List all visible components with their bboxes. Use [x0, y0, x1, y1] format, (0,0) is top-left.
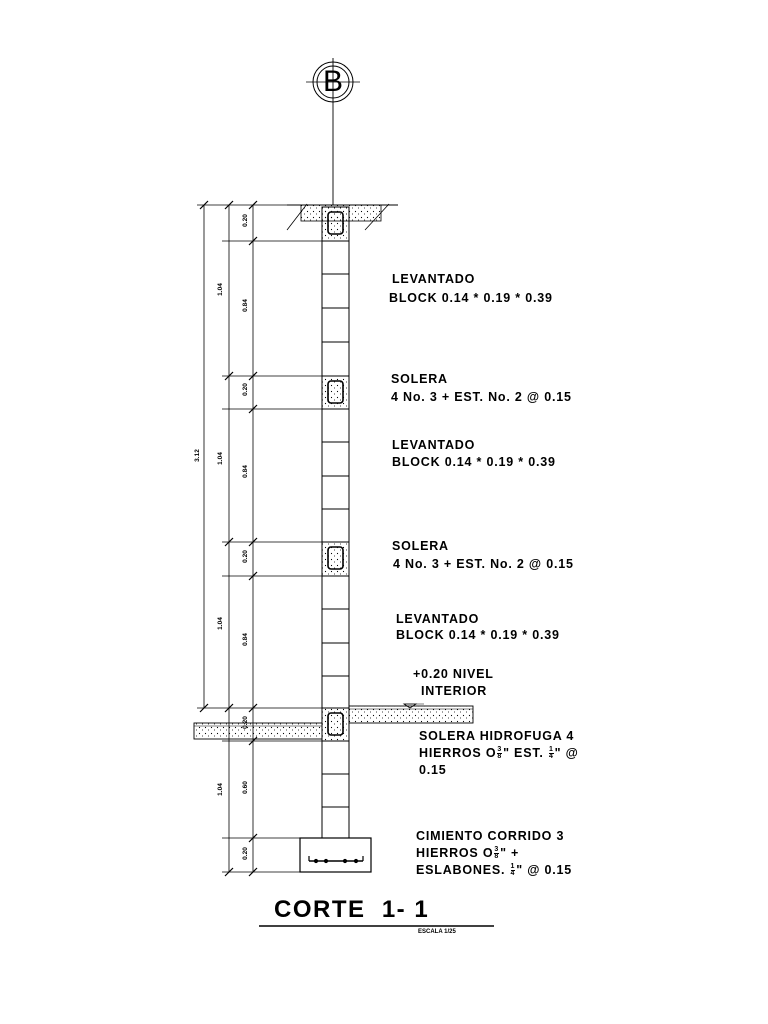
dim-seg-1: 1.04: [216, 283, 224, 296]
fraction-den: 4: [548, 753, 554, 761]
note-cimiento-line3-b: " @ 0.15: [516, 863, 573, 877]
dim-seg-2: 1.04: [216, 452, 224, 465]
bond-beam-top: [322, 207, 349, 241]
fraction-den: 8: [497, 753, 503, 761]
note-solera-2-line2: 4 No. 3 + EST. No. 2 @ 0.15: [393, 557, 574, 571]
dim-084-c: 0.84: [241, 633, 249, 646]
fraction-num: 1: [510, 863, 516, 871]
note-levantado-1-line1: LEVANTADO: [392, 272, 476, 286]
note-levantado-2: [392, 437, 556, 471]
block-wall: [322, 207, 349, 838]
note-cimiento-line3: [416, 862, 572, 879]
note-cimiento-line3-a: ESLABONES.: [416, 863, 506, 877]
note-solera-hidrofuga: [419, 728, 579, 779]
fraction-num: 1: [548, 746, 554, 754]
note-levantado-1-line2: BLOCK 0.14 * 0.19 * 0.39: [389, 291, 553, 305]
waterproof-bond-beam: [322, 708, 349, 741]
note-solera-1-line2: 4 No. 3 + EST. No. 2 @ 0.15: [391, 390, 572, 404]
dim-084-a: 0.84: [241, 299, 249, 312]
fraction-den: 4: [510, 870, 516, 878]
dim-seg-4: 1.04: [216, 783, 224, 796]
note-nivel-interior: [413, 666, 494, 700]
dim-084-b: 0.84: [241, 465, 249, 478]
note-levantado-3-line1: LEVANTADO: [396, 612, 480, 626]
dim-seg-3: 1.04: [216, 617, 224, 630]
fraction-3-8: [494, 847, 499, 860]
note-levantado-1: [389, 271, 553, 307]
drawing-scale: ESCALA 1/25: [418, 929, 456, 935]
bond-beam-2: [322, 542, 349, 576]
note-levantado-2-line1: LEVANTADO: [392, 438, 476, 452]
dim-020-e: 0.20: [241, 847, 249, 860]
note-cimiento-line2-a: HIERROS O: [416, 846, 494, 860]
note-cimiento-line2-b: " +: [500, 846, 520, 860]
fraction-den: 8: [494, 853, 500, 861]
note-nivel-line1: +0.20 NIVEL: [413, 667, 494, 681]
footing: [300, 838, 371, 872]
drawing-title: CORTE 1- 1: [274, 896, 430, 923]
fraction-3-8: [497, 747, 502, 760]
fraction-num: 3: [494, 846, 500, 854]
note-hidrofuga-line2-a: HIERROS O: [419, 746, 497, 760]
note-cimiento-line1: CIMIENTO CORRIDO 3: [416, 829, 565, 843]
section-marker-letter: B: [322, 65, 343, 98]
note-levantado-3: [396, 611, 560, 644]
note-solera-2: [392, 538, 574, 573]
note-solera-1-line1: SOLERA: [391, 372, 448, 386]
fraction-1-4: [549, 747, 554, 760]
dim-020-d: 0.20: [241, 716, 249, 729]
note-hidrofuga-line2-c: " @: [554, 746, 579, 760]
dim-020-a: 0.20: [241, 214, 249, 227]
dim-020-c: 0.20: [241, 550, 249, 563]
note-cimiento-corrido: [416, 828, 572, 879]
note-solera-2-line1: SOLERA: [392, 539, 449, 553]
note-hidrofuga-line1: SOLERA HIDROFUGA 4: [419, 729, 575, 743]
dim-020-b: 0.20: [241, 383, 249, 396]
note-hidrofuga-line3: 0.15: [419, 763, 447, 777]
note-levantado-2-line2: BLOCK 0.14 * 0.19 * 0.39: [392, 455, 556, 469]
dim-total: 3.12: [193, 449, 201, 462]
dimension-lines: [197, 201, 322, 876]
note-hidrofuga-line2: [419, 745, 579, 762]
fraction-1-4: [511, 864, 516, 877]
note-nivel-line2: INTERIOR: [421, 684, 488, 698]
note-solera-1: [391, 371, 572, 406]
note-levantado-3-line2: BLOCK 0.14 * 0.19 * 0.39: [396, 628, 560, 642]
dim-060: 0.60: [241, 781, 249, 794]
note-cimiento-line2: [416, 845, 572, 862]
fraction-num: 3: [497, 746, 503, 754]
bond-beam-1: [322, 376, 349, 409]
note-hidrofuga-line2-b: " EST.: [503, 746, 544, 760]
